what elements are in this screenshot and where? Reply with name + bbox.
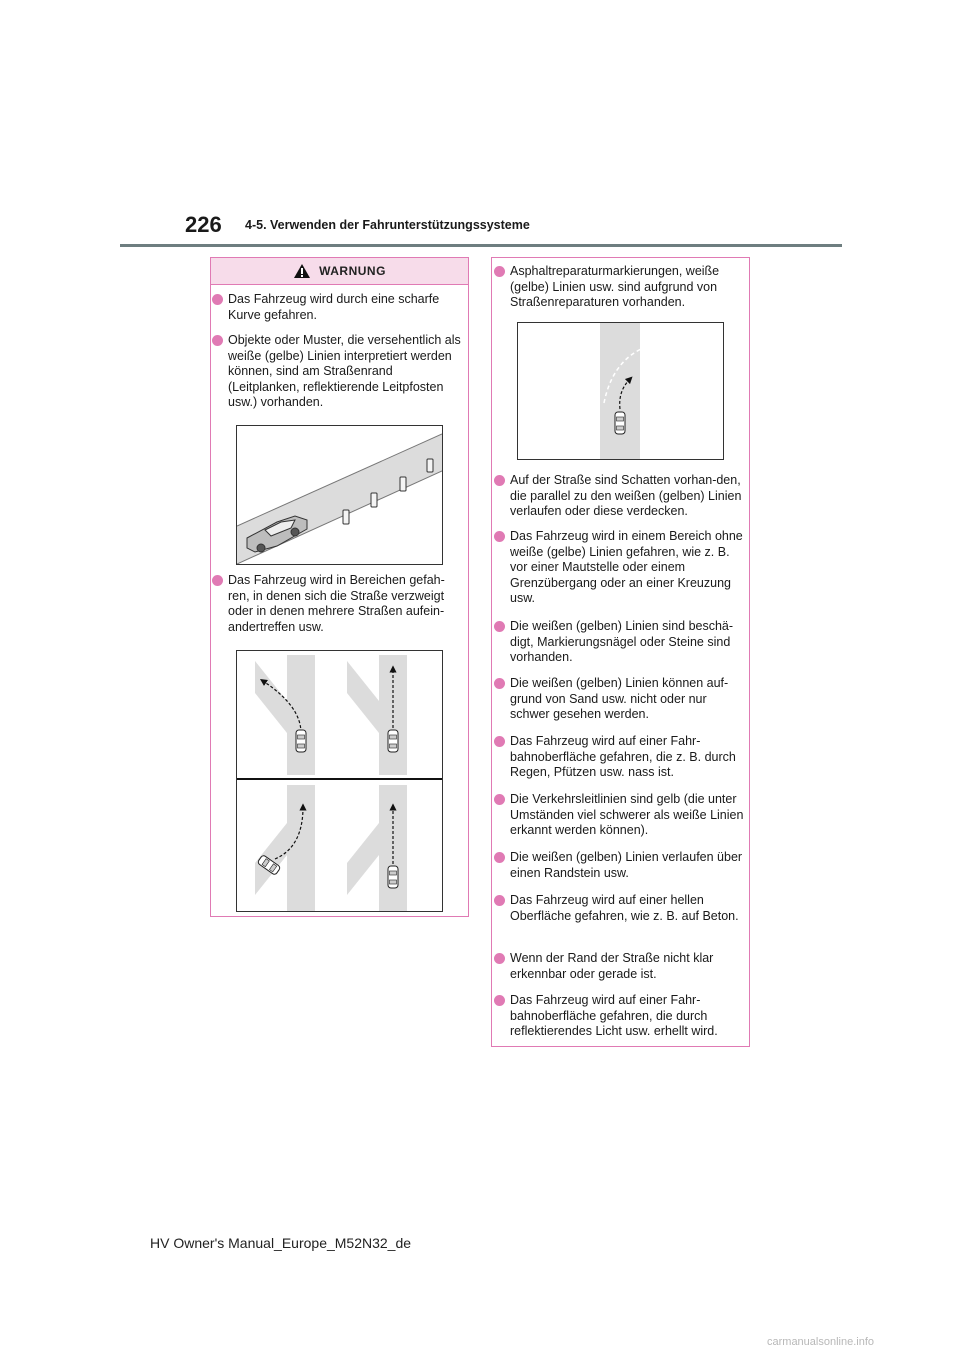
list-item-text: Die weißen (gelben) Linien verlaufen über einen Randstein usw. — [510, 850, 743, 880]
warning-title: WARNUNG — [319, 264, 386, 278]
bullet-dot-icon — [212, 575, 223, 586]
list-item — [212, 292, 462, 323]
warning-triangle-icon — [293, 263, 311, 279]
list-item-text: Objekte oder Muster, die versehentlich als weiße (gelbe) Linien interpretiert werden können, sind am Straßenrand (Leitplanken, reflektierende Leitpfosten usw.) vorhanden. — [228, 333, 461, 409]
warning-header — [211, 258, 468, 285]
figure-repair-markings — [517, 322, 724, 460]
list-item-text: Das Fahrzeug wird in Bereichen gefah-ren, in denen sich die Straße verzweigt oder in denen mehrere Straßen aufein-andertreffen usw. — [228, 573, 445, 634]
list-item — [494, 993, 744, 1040]
list-item — [212, 333, 462, 411]
bullet-dot-icon — [494, 475, 505, 486]
list-item — [212, 573, 462, 635]
bullet-dot-icon — [494, 531, 505, 542]
list-item-text: Das Fahrzeug wird auf einer Fahr-bahnoberfläche gefahren, die durch reflektierendes Licht usw. erhellt wird. — [510, 993, 718, 1038]
bullet-dot-icon — [494, 852, 505, 863]
list-item-text: Das Fahrzeug wird durch eine scharfe Kurve gefahren. — [228, 292, 440, 322]
bullet-dot-icon — [212, 335, 223, 346]
list-item-text: Die Verkehrsleitlinien sind gelb (die unter Umständen viel schwerer als weiße Linien erkannt werden können). — [510, 792, 744, 837]
bullet-dot-icon — [494, 621, 505, 632]
list-item-text: Auf der Straße sind Schatten vorhan-den, die parallel zu den weißen (gelben) Linien verlaufen oder diese verdecken. — [510, 473, 742, 518]
list-item — [494, 951, 744, 982]
list-item-text: Asphaltreparaturmarkierungen, weiße (gelbe) Linien usw. sind aufgrund von Straßenreparaturen vorhanden. — [510, 264, 720, 309]
list-item — [494, 893, 744, 924]
list-item-text: Die weißen (gelben) Linien sind beschä-digt, Markierungsnägel oder Steine sind vorhanden. — [510, 619, 734, 664]
list-item-text: Die weißen (gelben) Linien können auf-grund von Sand usw. nicht oder nur schwer gesehen werden. — [510, 676, 729, 721]
list-item — [494, 792, 744, 839]
bullet-dot-icon — [494, 266, 505, 277]
list-item-text: Wenn der Rand der Straße nicht klar erkennbar oder gerade ist. — [510, 951, 714, 981]
list-item-text: Das Fahrzeug wird auf einer hellen Oberfläche gefahren, wie z. B. auf Beton. — [510, 893, 739, 923]
figure-roadside-posts — [236, 425, 443, 565]
bullet-dot-icon — [494, 678, 505, 689]
bullet-dot-icon — [212, 294, 223, 305]
page-number: 226 — [185, 212, 222, 237]
bullet-dot-icon — [494, 895, 505, 906]
bullet-dot-icon — [494, 953, 505, 964]
bullet-dot-icon — [494, 736, 505, 747]
section-title: 4-5. Verwenden der Fahrunterstützungssysteme — [245, 218, 530, 232]
figure-branching-roads — [236, 650, 443, 912]
list-item — [494, 529, 744, 607]
bullet-dot-icon — [494, 995, 505, 1006]
watermark: carmanualsonline.info — [767, 1336, 875, 1348]
list-item — [494, 473, 744, 520]
bullet-dot-icon — [494, 794, 505, 805]
footer-text: HV Owner's Manual_Europe_M52N32_de — [150, 1235, 412, 1251]
list-item — [494, 676, 744, 723]
list-item-text: Das Fahrzeug wird auf einer Fahr-bahnoberfläche gefahren, die z. B. durch Regen, Pfützen usw. nass ist. — [510, 734, 736, 779]
list-item — [494, 850, 744, 881]
list-item — [494, 734, 744, 781]
list-item — [494, 619, 744, 666]
list-item — [494, 264, 744, 311]
header-rule — [120, 244, 842, 247]
list-item-text: Das Fahrzeug wird in einem Bereich ohne weiße (gelbe) Linien gefahren, wie z. B. vor einer Mautstelle oder einem Grenzübergang oder an einer Kreuzung usw. — [510, 529, 743, 605]
